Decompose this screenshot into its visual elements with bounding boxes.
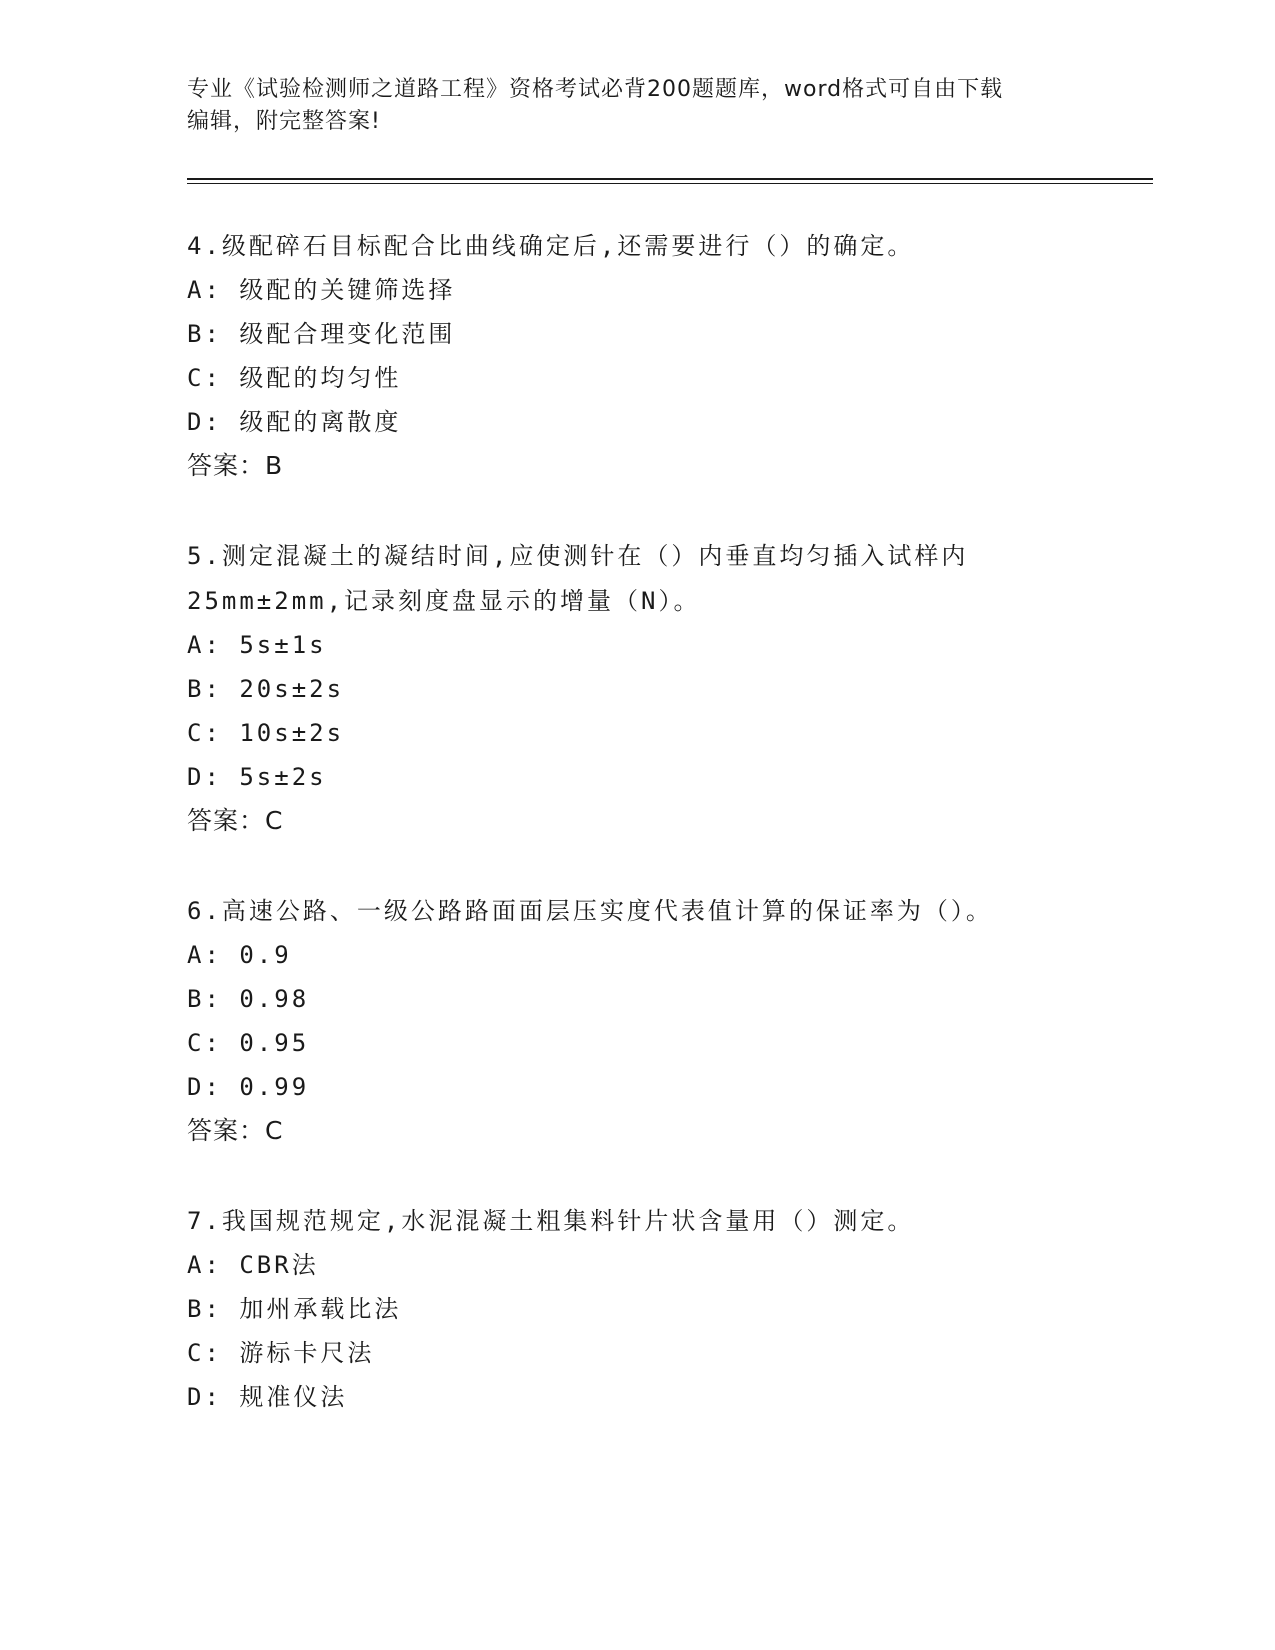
question-4-option-d: D: 级配的离散度 — [187, 408, 402, 436]
question-5-answer: 答案：C — [187, 806, 284, 835]
question-6-option-b: B: 0.98 — [187, 985, 310, 1013]
question-5-option-b: B: 20s±2s — [187, 675, 345, 703]
header-divider-thick — [187, 178, 1153, 180]
question-5-option-c: C: 10s±2s — [187, 719, 345, 747]
question-6-option-a: A: 0.9 — [187, 941, 292, 969]
question-6-answer: 答案：C — [187, 1116, 284, 1145]
question-4-option-c: C: 级配的均匀性 — [187, 364, 402, 392]
question-7-option-a: A: CBR法 — [187, 1251, 319, 1279]
question-5-stem-line-2: 25mm±2mm,记录刻度盘显示的增量（N）。 — [187, 587, 701, 615]
question-6-stem: 6.高速公路、一级公路路面面层压实度代表值计算的保证率为（）。 — [187, 897, 993, 925]
question-7-option-d: D: 规准仪法 — [187, 1383, 348, 1411]
question-4-answer: 答案：B — [187, 451, 284, 480]
question-4-stem: 4.级配碎石目标配合比曲线确定后,还需要进行（）的确定。 — [187, 232, 915, 260]
header-line-2: 编辑，附完整答案! — [187, 109, 381, 134]
question-5-option-d: D: 5s±2s — [187, 763, 327, 791]
question-7-option-b: B: 加州承载比法 — [187, 1295, 402, 1323]
header-divider-thin — [187, 183, 1153, 184]
question-5-stem-line-1: 5.测定混凝土的凝结时间,应使测针在（）内垂直均匀插入试样内 — [187, 542, 969, 570]
question-5-option-a: A: 5s±1s — [187, 631, 327, 659]
question-6-option-d: D: 0.99 — [187, 1073, 310, 1101]
document-header — [187, 74, 1087, 138]
question-7-option-c: C: 游标卡尺法 — [187, 1339, 375, 1367]
header-line-1: 专业《试验检测师之道路工程》资格考试必背200题题库，word格式可自由下载 — [187, 77, 1004, 102]
question-7-stem: 7.我国规范规定,水泥混凝土粗集料针片状含量用（）测定。 — [187, 1207, 915, 1235]
question-6-option-c: C: 0.95 — [187, 1029, 310, 1057]
question-4-option-b: B: 级配合理变化范围 — [187, 320, 456, 348]
question-4-option-a: A: 级配的关键筛选择 — [187, 276, 456, 304]
